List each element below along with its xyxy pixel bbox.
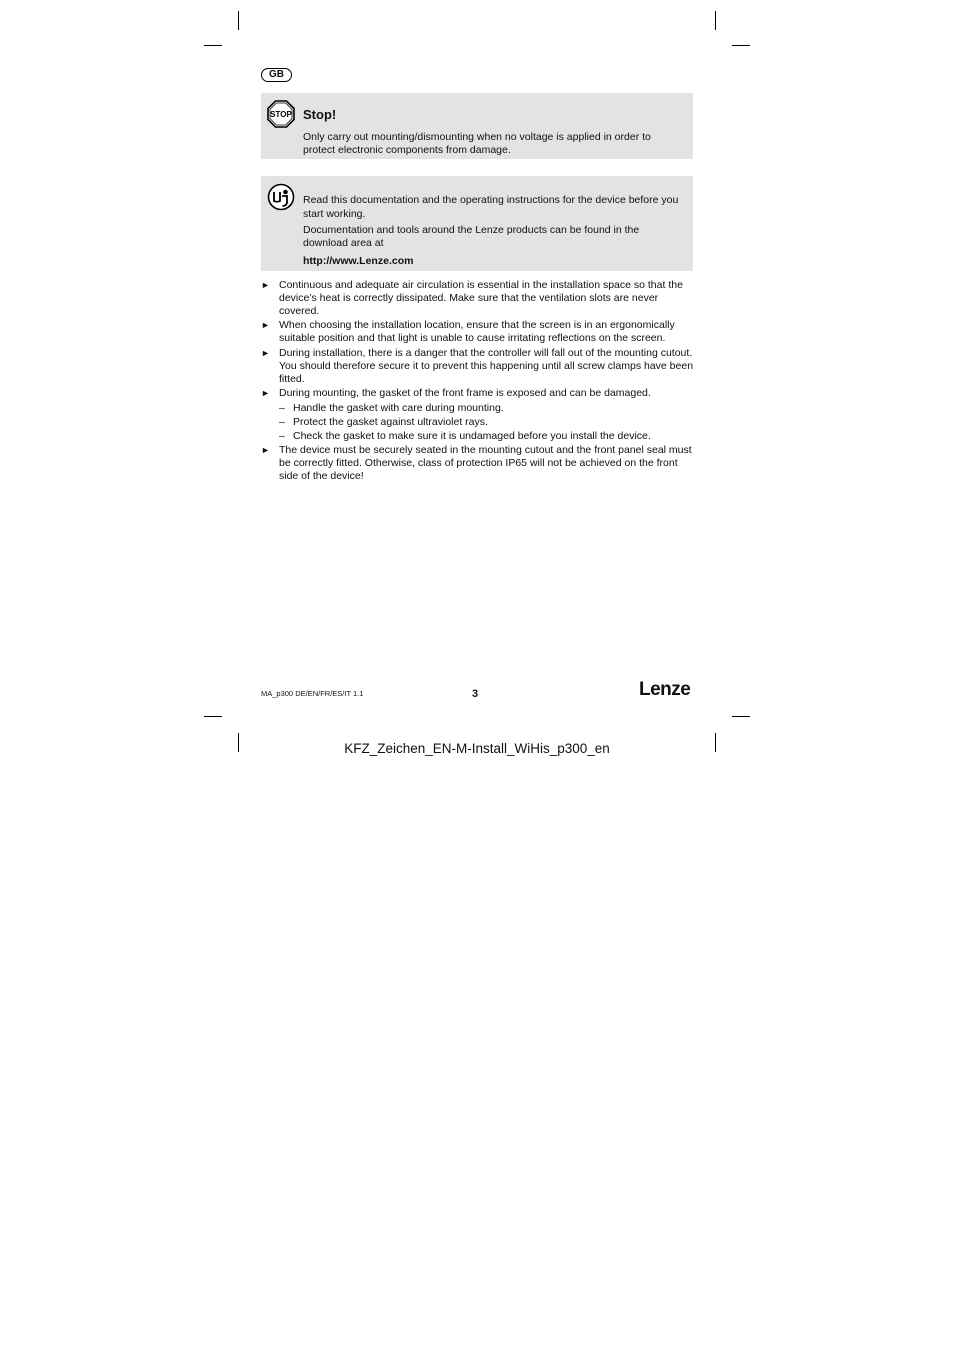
read-documentation-icon [267, 183, 295, 211]
bullet-arrow-icon: ► [261, 445, 270, 456]
sub-item-text: Protect the gasket against ultraviolet rays. [293, 416, 488, 429]
info-paragraph: Read this documentation and the operating instructions for the device before you start working. [303, 194, 679, 220]
bullet-arrow-icon: ► [261, 280, 270, 290]
list-item [261, 347, 695, 385]
list-item-text: The device must be securely seated in the mounting cutout and the front panel seal must be correctly fitted. Otherwise, class of protection IP65 will not be achieved on the front side of the device! [279, 444, 692, 482]
stop-text: Only carry out mounting/dismounting when no voltage is applied in order to protect electronic components from damage. [303, 131, 651, 156]
stop-sign-icon [267, 100, 295, 128]
sub-list-item [261, 430, 695, 443]
crop-mark [238, 11, 239, 30]
sub-item-text: Check the gasket to make sure it is undamaged before you install the device. [293, 430, 651, 443]
download-link[interactable]: http://www.Lenze.com [303, 255, 414, 267]
dash-marker: – [279, 416, 285, 429]
list-item-text: When choosing the installation location, ensure that the screen is in an ergonomically suitable position and that light is unable to cause irritating reflections on the screen. [279, 319, 675, 345]
file-name-caption: KFZ_Zeichen_EN-M-Install_WiHis_p300_en [344, 741, 610, 756]
page-number: 3 [472, 688, 479, 700]
crop-mark [204, 45, 222, 46]
crop-mark [204, 716, 222, 717]
list-item [261, 279, 695, 317]
list-item-text: During mounting, the gasket of the front frame is exposed and can be damaged. [279, 387, 651, 400]
documentation-note-box [261, 176, 693, 271]
list-item [261, 444, 695, 482]
bullet-arrow-icon: ► [261, 320, 270, 331]
lenze-logo: Lenze [639, 679, 691, 700]
list-item-text: Continuous and adequate air circulation is essential in the installation space so that the device’s heat is correctly dissipated. Make sure that the ventilation slots are never covered. [279, 279, 683, 317]
sub-list-item [261, 416, 695, 429]
sub-item-text: Handle the gasket with care during mounting. [293, 402, 504, 415]
stop-title: Stop! [303, 107, 337, 122]
language-badge: GB [261, 68, 292, 82]
dash-marker: – [279, 402, 285, 415]
crop-mark [715, 11, 716, 30]
list-item [261, 387, 695, 400]
document-code: MA_p300 DE/EN/FR/ES/IT 1.1 [261, 689, 364, 698]
stop-warning-box [261, 93, 693, 159]
crop-mark [732, 716, 750, 717]
instruction-list [261, 279, 695, 485]
bullet-arrow-icon: ► [261, 388, 270, 399]
dash-marker: – [279, 430, 285, 443]
bullet-arrow-icon: ► [261, 347, 270, 358]
list-item-text: During installation, there is a danger that the controller will fall out of the mounting cutout. You should therefore secure it to prevent this happening until all screw clamps have been fitted. [279, 346, 694, 385]
crop-mark [732, 45, 750, 46]
sub-list-item [261, 402, 695, 415]
stop-sign-label: STOP [270, 110, 292, 120]
list-item [261, 319, 695, 345]
info-paragraph: Documentation and tools around the Lenze products can be found in the download area at [303, 224, 640, 249]
